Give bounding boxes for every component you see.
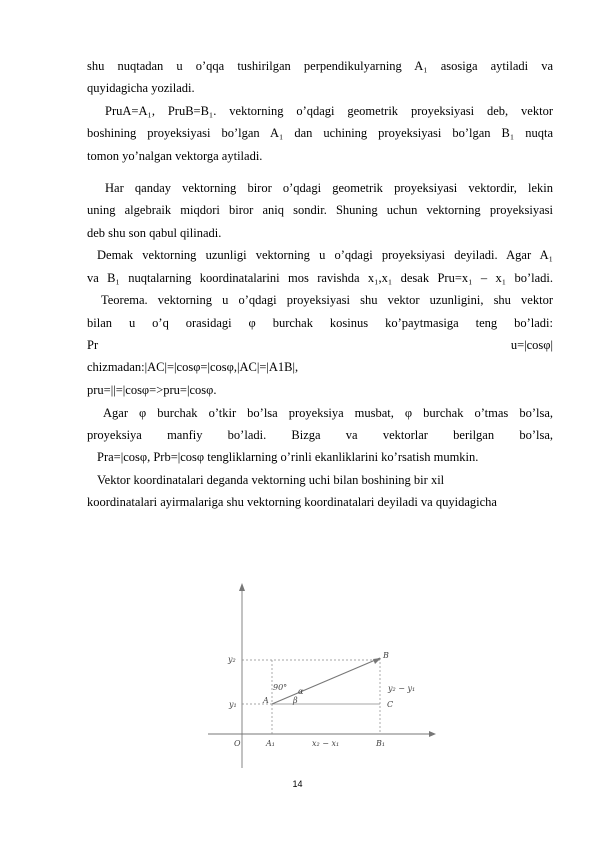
text-line: Vektor koordinatalari deganda vektorning uchi bilan boshining bir xil — [97, 473, 445, 487]
x-axis-arrow — [429, 731, 436, 737]
text-line: Agar φ burchak o’tkir bo’lsa proyeksiya musbat, φ burchak o’tmas bo’lsa, — [103, 406, 553, 420]
alpha-label: α — [298, 687, 304, 696]
text-line: boshining proyeksiyasi bo’lgan A₁ dan uchining proyeksiyasi bo’lgan B₁ nuqta — [87, 126, 553, 140]
b1-label: B₁ — [376, 739, 386, 748]
right-angle-label: 90° — [273, 683, 288, 692]
point-c-label: C — [387, 700, 394, 709]
text-line: uning algebraik miqdori biror aniq sondir. Shuning uchun vektorning proyeksiyasi — [87, 203, 553, 217]
formula-line — [87, 337, 553, 353]
y-axis-arrow — [239, 583, 245, 591]
text-line: deb shu son qabul qilinadi. — [87, 226, 222, 240]
point-a-label: A — [263, 696, 269, 705]
text-line: chizmadan:|AC|=|cosφ=|cosφ,|AC|=|A1B|, — [87, 360, 299, 374]
text-line: shu nuqtadan u o’qqa tushirilgan perpendikulyarning A₁ asosiga aytiladi va — [87, 59, 553, 73]
text-line: Demak vektorning uzunligi vektorning u o’qdagi proyeksiyasi deyiladi. Agar A₁ — [97, 248, 553, 262]
y2-label: y₂ — [228, 655, 236, 664]
dy-label: y₂ − y₁ — [388, 684, 416, 693]
text-line: pru=||=|cosφ=>pru=|cosφ. — [87, 383, 217, 397]
y1-label: y₁ — [229, 700, 237, 709]
dx-label: x₂ − x₁ — [312, 739, 340, 748]
text-line: PruA=A₁, PruB=B₁. vektorning o’qdagi geometrik proyeksiyasi deb, vektor — [105, 104, 553, 118]
text-line: va B₁ nuqtalarning koordinatalarini mos ravishda x₁,x₁ desak Pru=x₁ – x₁ bo’ladi. — [87, 271, 553, 285]
text-line: Teorema. vektorning u o’qdagi proyeksiyasi shu vektor uzunligini, shu vektor — [101, 293, 553, 307]
text-line: Har qanday vektorning biror o’qdagi geometrik proyeksiyasi vektordir, lekin — [105, 181, 553, 195]
ab-vector — [272, 658, 380, 704]
beta-label: β — [293, 696, 298, 705]
formula-right: u=|cosφ| — [510, 338, 553, 352]
a1-label: A₁ — [266, 739, 275, 748]
text-line: quyidagicha yoziladi. — [87, 81, 195, 95]
point-b-label: B — [383, 651, 389, 660]
page-number: 14 — [292, 779, 303, 789]
text-line: koordinatalari ayirmalariga shu vektorning koordinatalari deyiladi va quyidagicha — [87, 495, 497, 509]
vector-projection-figure — [200, 578, 440, 770]
formula-left: Pr — [87, 338, 99, 352]
text-line: Pra=|cosφ, Prb=|cosφ tengliklarning o’rinli ekanliklarini ko’rsatish mumkin. — [97, 450, 479, 464]
text-line: proyeksiya manfiy bo’ladi. Bizga va vektorlar berilgan bo’lsa, — [87, 428, 553, 442]
text-line: tomon yo’nalgan vektorga aytiladi. — [87, 149, 263, 163]
origin-label: O — [234, 739, 241, 748]
text-line: bilan u o’q orasidagi φ burchak kosinus ko’paytmasiga teng bo’ladi: — [87, 316, 553, 330]
